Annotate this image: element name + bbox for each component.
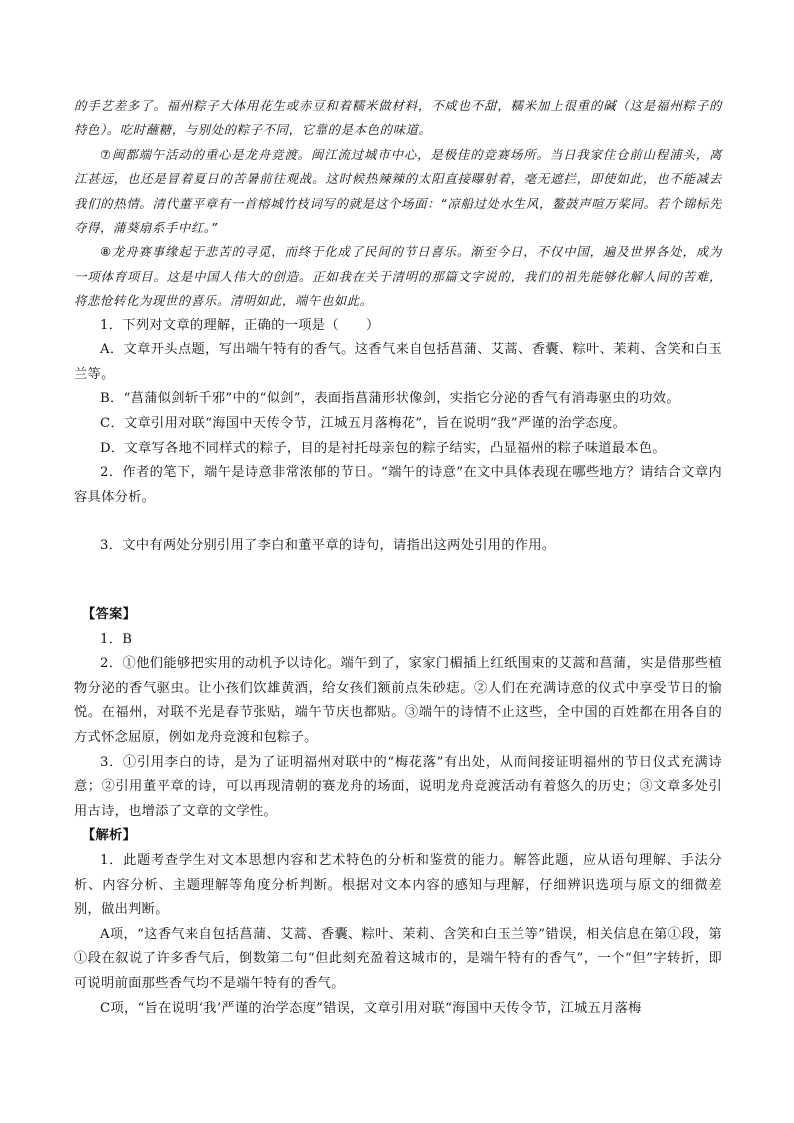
question-3: 3．文中有两处分别引用了李白和董平章的诗句，请指出这两处引用的作用。 bbox=[100, 538, 556, 554]
question-1-option-d: D．文章写各地不同样式的粽子，目的是衬托母亲包的粽子结实，凸显福州的粽子味道最本色。 bbox=[100, 440, 666, 456]
analysis-option-c: C项，“旨在说明‘我’严谨的治学态度”错误，文章引用对联“海国中天传令节，江城五月落梅 bbox=[100, 1000, 642, 1016]
question-1-option-a: A．文章开头点题，写出端午特有的香气。这香气来自包括菖蒲、艾蒿、香囊、粽叶、茉莉、含笑和白玉兰等。 bbox=[74, 342, 722, 382]
answer-1: 1．B bbox=[100, 631, 133, 647]
analysis-section bbox=[74, 824, 722, 1021]
analysis-label: 【解析】 bbox=[82, 828, 137, 844]
question-2: 2．作者的笔下，端午是诗意非常浓郁的节日。“端午的诗意”在文中具体表现在哪些地方？请结合文章内容具体分析。 bbox=[74, 465, 722, 505]
answer-space-2 bbox=[74, 510, 722, 534]
document-page bbox=[74, 94, 722, 1021]
questions-section bbox=[74, 314, 722, 559]
question-1-option-c: C．文章引用对联“海国中天传令节，江城五月落梅花”，旨在说明“我”严谨的治学态度。 bbox=[100, 416, 627, 432]
answer-space-3 bbox=[74, 559, 722, 581]
analysis-option-a: A项，“这香气来自包括菖蒲、艾蒿、香囊、粽叶、茉莉、含笑和白玉兰等”错误，相关信息在第①段，第①段在叙说了许多香气后，倒数第二句“但此刻充盈着这城市的，是端午特有的香气”，一个“但”字转折，即可说明前面那些香气均不是端午特有的香气。 bbox=[74, 926, 722, 991]
passage-paragraph-7: ⑦闽都端午活动的重心是龙舟竞渡。闽江流过城市中心，是极佳的竞赛场所。当日我家住仓前山程浦头，离江甚远，也还是冒着夏日的苦暑前往观战。这时候热辣辣的太阳直接曝射着，毫无遮拦，即使如此，也不能减去我们的热情。清代董平章有一首榕城竹枝词写的就是这个场面：“凉船过处水生风，鳌鼓声喧万桨同。若个锦标先夺得，蒲葵扇系手中红。” bbox=[74, 146, 722, 236]
answer-3: 3．①引用李白的诗，是为了证明福州对联中的“梅花落”有出处，从而间接证明福州的节日仪式充满诗意；②引用董平章的诗，可以再现清朝的赛龙舟的场面，说明龙舟竞渡活动有着悠久的历史；③文章多处引用古诗，也增添了文章的文学性。 bbox=[74, 754, 722, 819]
passage-paragraph-6-end: 的手艺差多了。福州粽子大体用花生或赤豆和着糯米做材料，不咸也不甜，糯米加上很重的碱（这是福州粽子的特色）。吃时蘸糖，与别处的粽子不同，它靠的是本色的味道。 bbox=[74, 98, 722, 138]
question-1-option-b: B．“菖蒲似剑斩千邪”中的“似剑”，表面指菖蒲形状像剑，实指它分泌的香气有消毒驱虫的功效。 bbox=[100, 391, 680, 407]
answer-section bbox=[74, 603, 722, 824]
question-1: 1．下列对文章的理解，正确的一项是（ ） bbox=[100, 317, 380, 333]
reading-passage bbox=[74, 94, 722, 314]
answer-2: 2．①他们能够把实用的动机予以诗化。端午到了，家家门楣插上红纸围束的艾蒿和菖蒲，实是借那些植物分泌的香气驱虫。让小孩们饮雄黄酒，给女孩们额前点朱砂痣。②人们在充满诗意的仪式中享受节日的愉悦。在福州，对联不光是春节张贴，端午节庆也都贴。③端午的诗情不止这些，全中国的百姓都在用各自的方式怀念屈原，例如龙舟竞渡和包粽子。 bbox=[74, 656, 722, 745]
spacer bbox=[74, 581, 722, 603]
analysis-1: 1．此题考查学生对文本思想内容和艺术特色的分析和鉴赏的能力。解答此题，应从语句理解、手法分析、内容分析、主题理解等角度分析判断。根据对文本内容的感知与理解，仔细辨识选项与原文的细微差别，做出判断。 bbox=[74, 852, 722, 918]
answer-label: 【答案】 bbox=[82, 607, 137, 622]
passage-paragraph-8: ⑧龙舟赛事缘起于悲苦的寻觅，而终于化成了民间的节日喜乐。渐至今日，不仅中国，遍及世界各处，成为一项体育项目。这是中国人伟大的创造。正如我在关于清明的那篇文字说的，我们的祖先能够化解人间的苦难，将悲怆转化为现世的喜乐。清明如此，端午也如此。 bbox=[74, 244, 722, 309]
